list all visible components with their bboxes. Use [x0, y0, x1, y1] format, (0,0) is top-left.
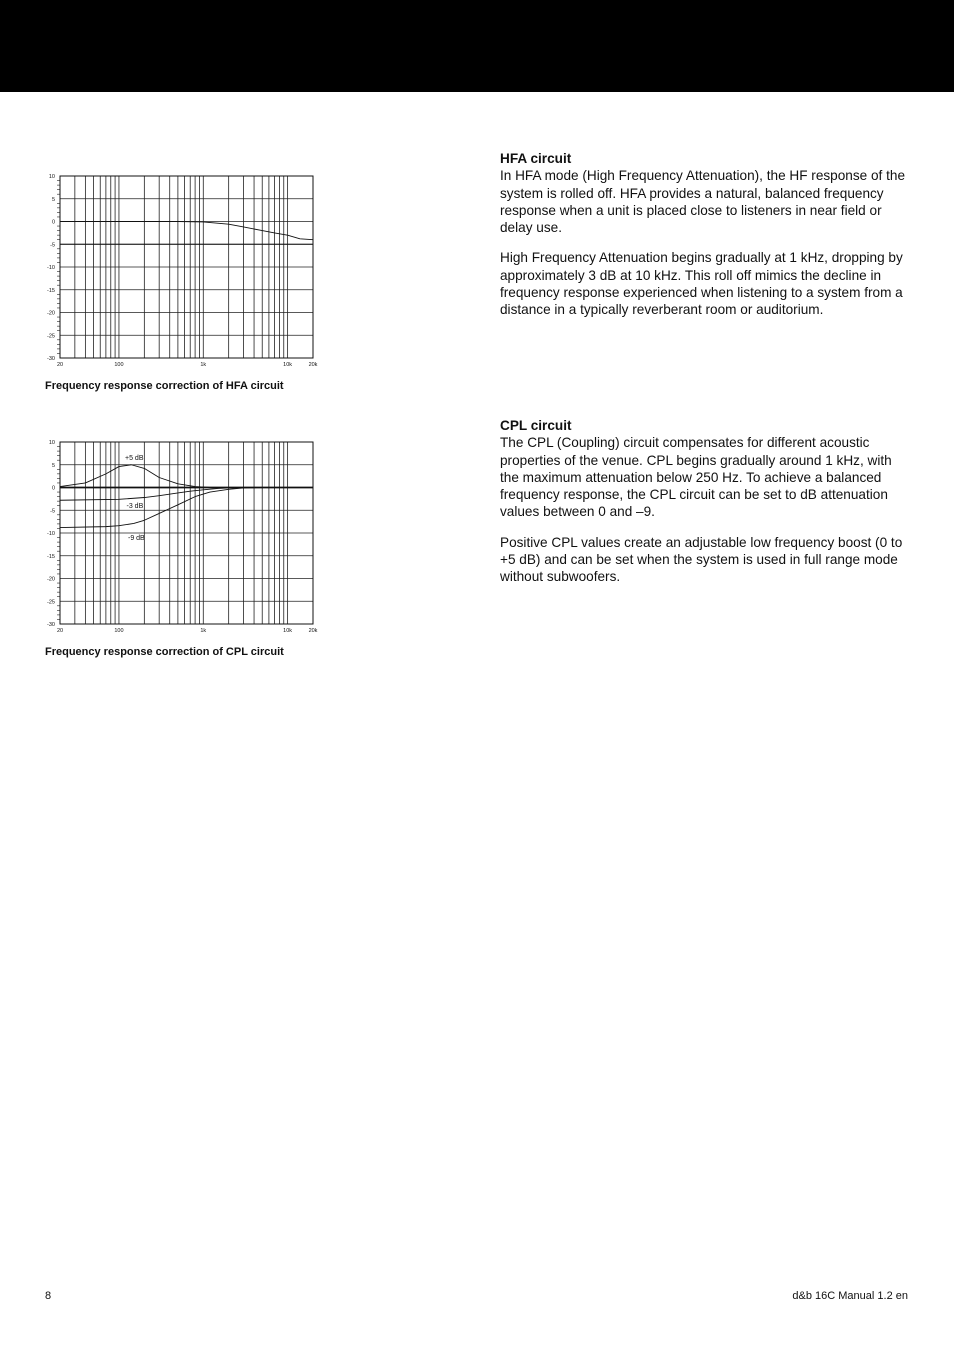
series-line [60, 488, 313, 528]
series-line [60, 488, 313, 501]
y-tick-label: -20 [47, 576, 55, 583]
y-tick-label: 10 [48, 440, 55, 446]
y-tick-label: -30 [47, 356, 55, 362]
x-tick-label: 10k [283, 362, 293, 368]
x-tick-label: 1k [200, 362, 207, 368]
hfa-section [500, 150, 912, 332]
cpl-section [500, 417, 912, 599]
y-tick-label: -15 [47, 287, 55, 294]
cpl-frequency-chart [40, 434, 330, 639]
hfa-paragraph-1: In HFA mode (High Frequency Attenuation), the HF response of the system is rolled off. HFA provides a natural, balanced frequency response when a unit is placed close to listeners in near field or delay use. [500, 168, 906, 236]
annotation-label: -9 dB [127, 534, 145, 542]
y-tick-label: -25 [47, 333, 55, 340]
hfa-chart-caption: Frequency response correction of HFA circuit [45, 380, 284, 392]
cpl-paragraph-2: Positive CPL values create an adjustable low frequency boost (0 to +5 dB) and can be set when the system is used in full range mode without subwoofers. [500, 534, 903, 585]
x-tick-label: 100 [114, 362, 124, 368]
annotation-label: +5 dB [125, 455, 144, 463]
x-tick-label: 20k [308, 628, 318, 634]
cpl-chart-caption: Frequency response correction of CPL circuit [45, 646, 284, 658]
hfa-heading: HFA circuit [500, 151, 572, 166]
x-tick-label: 100 [114, 628, 124, 634]
y-tick-label: 0 [51, 219, 55, 226]
cpl-paragraph-1: The CPL (Coupling) circuit compensates for different acoustic properties of the venue. CPL begins gradually around 1 kHz, with the maximum attenuation below 250 Hz. To achieve a balanced frequency response, the CPL circuit can be set to dB attenuation values between 0 and –9. [500, 435, 892, 520]
y-tick-label: -30 [47, 622, 55, 628]
annotation-label: -3 dB [126, 502, 144, 510]
page-number: 8 [45, 1290, 52, 1302]
x-tick-label: 20k [308, 362, 318, 368]
y-tick-label: 5 [51, 196, 55, 203]
hfa-paragraph-2: High Frequency Attenuation begins gradually at 1 kHz, dropping by approximately 3 dB at 10 kHz. This roll off mimics the decline in frequency response experienced when listening to a system from a distance in a typically reverberant room or auditorium. [500, 250, 903, 318]
y-tick-label: -10 [47, 531, 55, 537]
hfa-frequency-chart [40, 168, 330, 373]
y-tick-label: 10 [48, 174, 55, 180]
series-line [60, 465, 313, 488]
y-tick-label: -10 [47, 265, 55, 271]
y-tick-label: -5 [50, 508, 55, 515]
x-tick-label: 10k [283, 628, 293, 634]
y-tick-label: 0 [51, 485, 55, 492]
x-tick-label: 20 [56, 628, 64, 634]
header-bar [0, 0, 954, 92]
y-tick-label: 5 [51, 462, 55, 469]
y-tick-label: -20 [47, 310, 55, 317]
document-title: d&b 16C Manual 1.2 en [792, 1290, 908, 1302]
series-line [60, 222, 313, 240]
x-tick-label: 1k [200, 628, 207, 634]
y-tick-label: -15 [47, 553, 55, 560]
x-tick-label: 20 [56, 362, 64, 368]
y-tick-label: -25 [47, 599, 55, 606]
cpl-heading: CPL circuit [500, 418, 572, 433]
y-tick-label: -5 [50, 242, 55, 249]
